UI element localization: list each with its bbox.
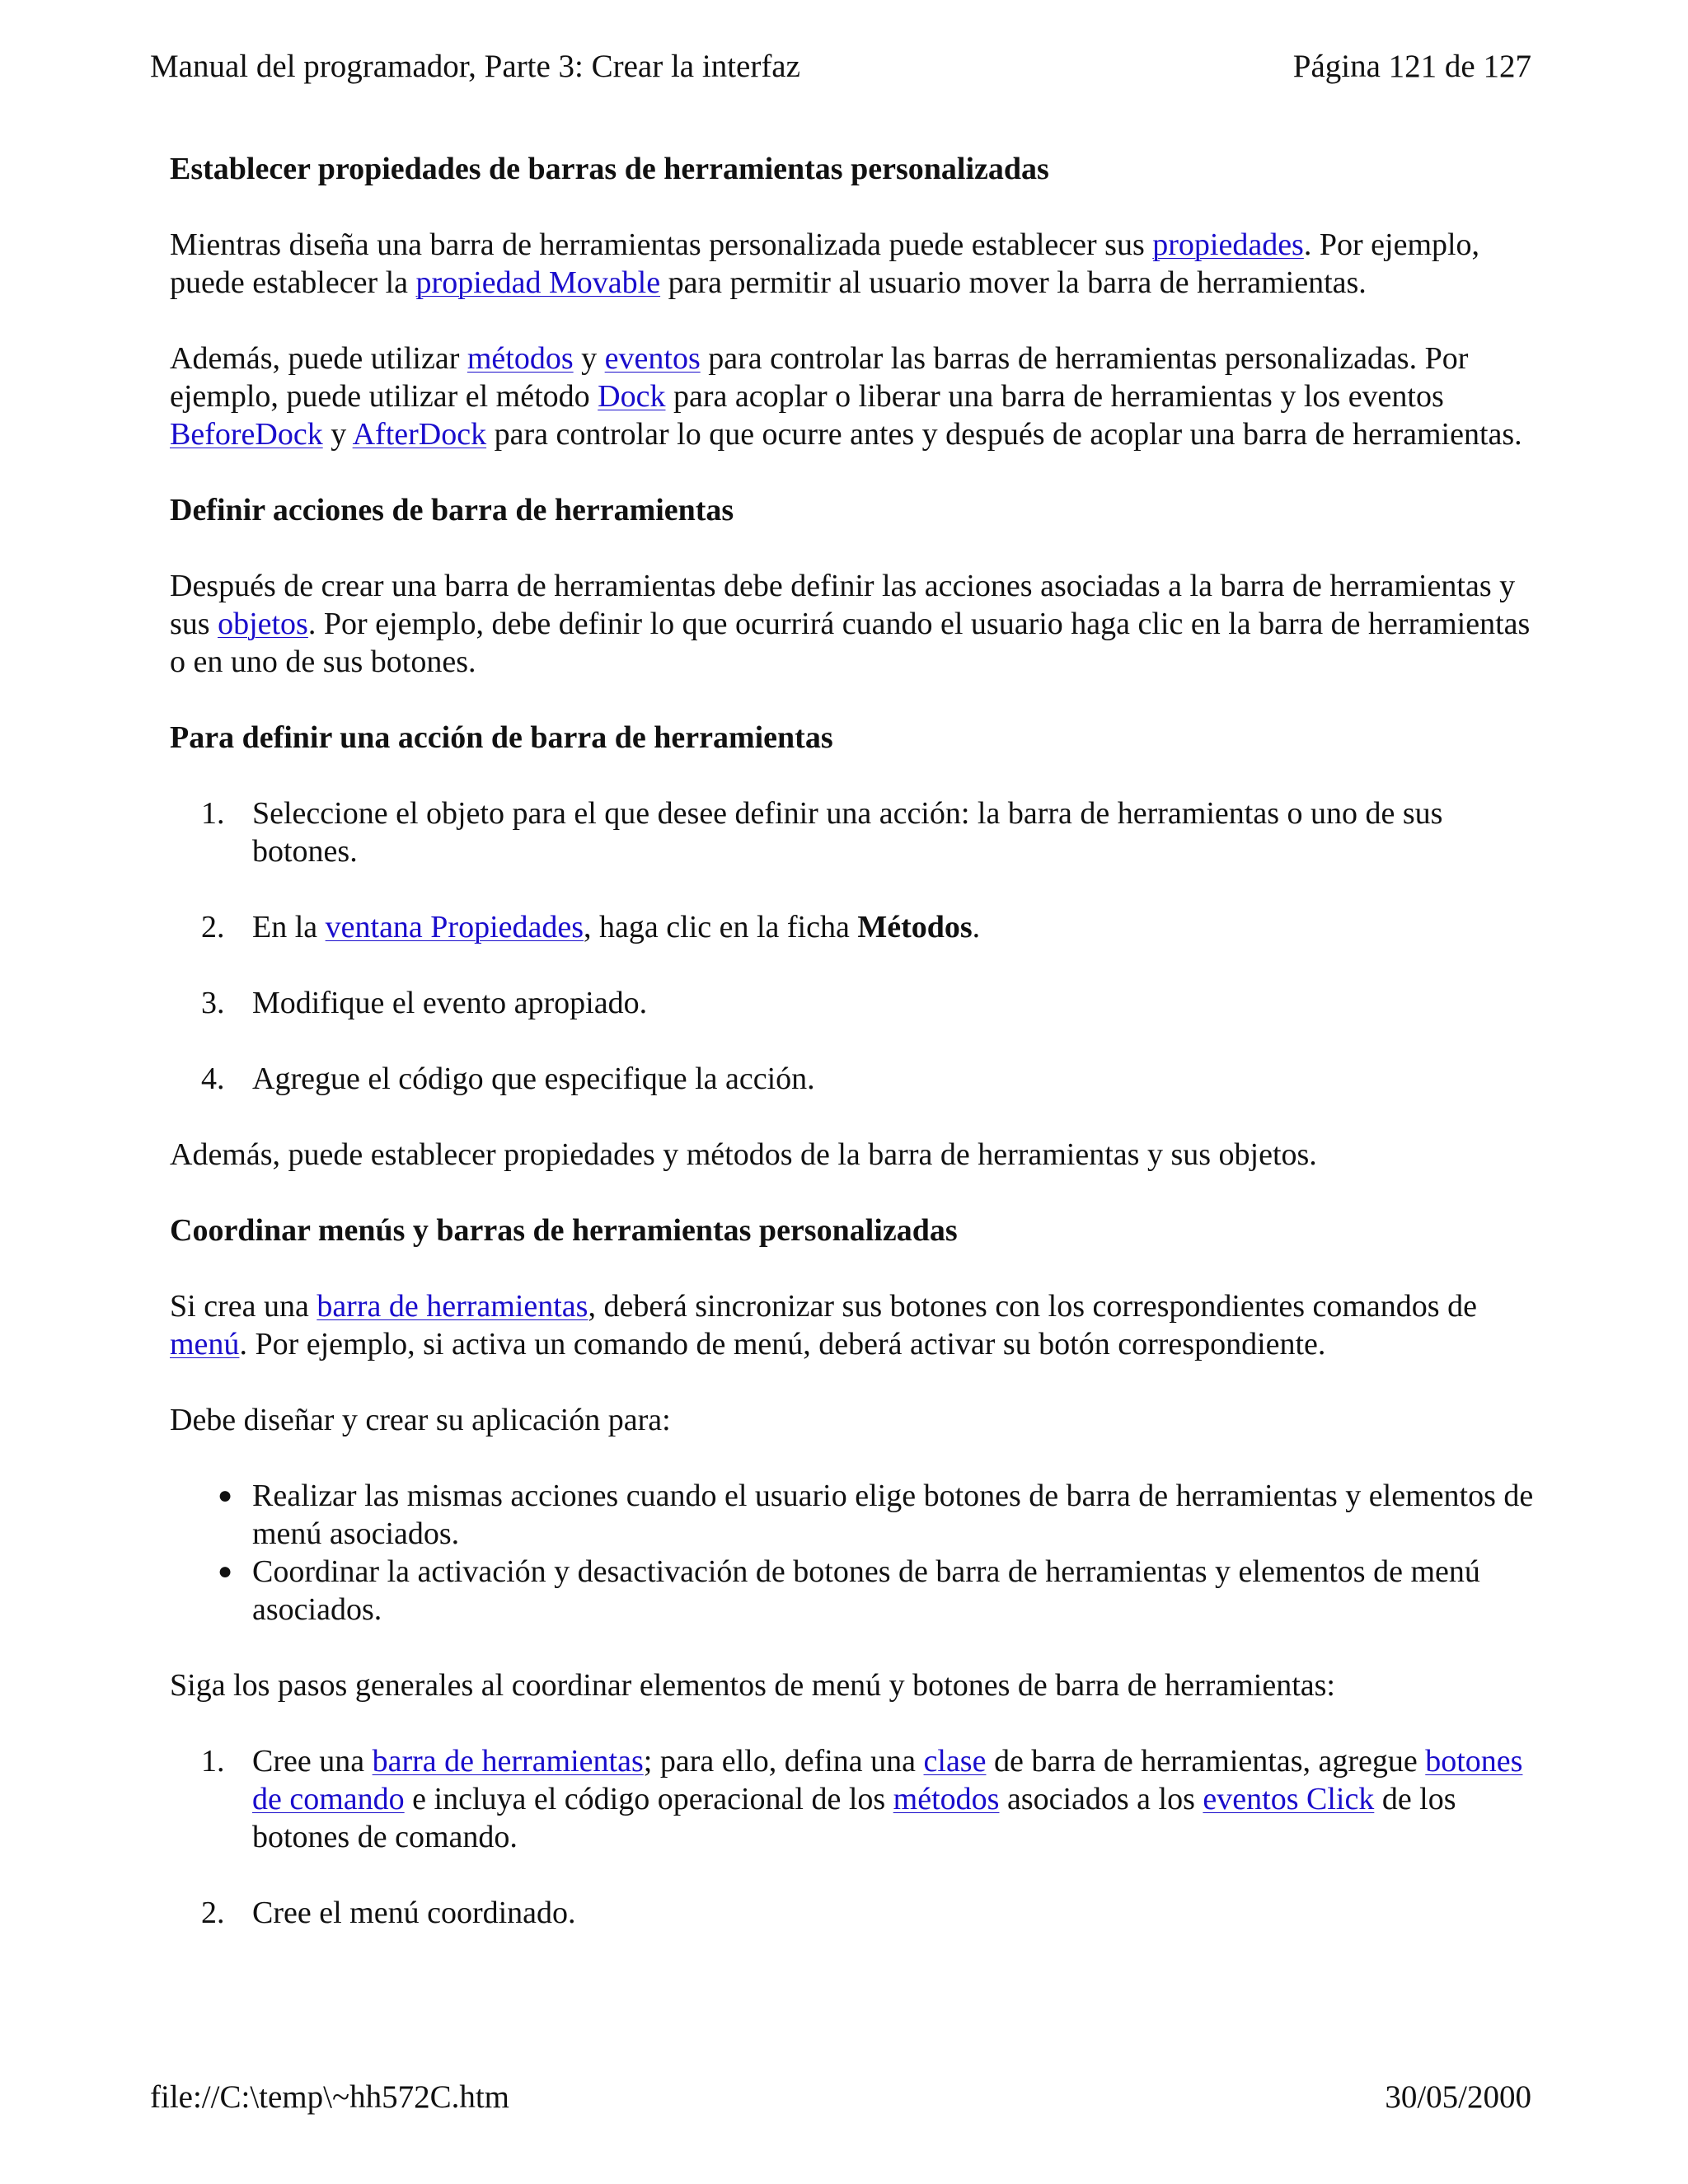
procedure-steps-coordinar [170, 1742, 1538, 1932]
link-botones-de-comando[interactable]: botones de comando [252, 1744, 1523, 1816]
section-heading-coordinar-menus: Coordinar menús y barras de herramientas personalizadas [170, 1213, 958, 1248]
list-item: ● Coordinar la activación y desactivación de botones de barra de herramientas y elementos de menú asociados. [218, 1554, 1480, 1627]
paragraph-disenar-crear: Debe diseñar y crear su aplicación para: [170, 1403, 671, 1437]
page-number: Página 121 de 127 [1292, 49, 1531, 84]
file-path: file://C:\temp\~hh572C.htm [150, 2079, 510, 2115]
paragraph-propiedades: Mientras diseña una barra de herramientas personalizada puede establecer sus propiedades. Por ejemplo, puede establecer la propiedad Movable para permitir al usuario mover la barra de herramientas. [170, 227, 1480, 300]
link-eventos-click[interactable]: eventos Click [1203, 1782, 1375, 1816]
link-menu[interactable]: menú [170, 1327, 240, 1361]
link-metodos-2[interactable]: métodos [893, 1782, 1000, 1816]
link-barra-de-herramientas[interactable]: barra de herramientas [316, 1289, 588, 1324]
paragraph-ademas-propiedades: Además, puede establecer propiedades y métodos de la barra de herramientas y sus objetos. [170, 1137, 1317, 1172]
list-item: 2. En la ventana Propiedades, haga clic en la ficha Métodos. [201, 910, 981, 944]
page-header [150, 48, 1531, 86]
list-item: 2. Cree el menú coordinado. [201, 1896, 576, 1930]
section-heading-establecer-propiedades: Establecer propiedades de barras de herramientas personalizadas [170, 152, 1049, 186]
list-item: ● Realizar las mismas acciones cuando el usuario elige botones de barra de herramientas y elementos de menú asociados. [218, 1479, 1534, 1551]
link-propiedades[interactable]: propiedades [1152, 227, 1304, 262]
print-date: 30/05/2000 [1385, 2079, 1531, 2115]
list-item: 1. Seleccione el objeto para el que desee definir una acción: la barra de herramientas o uno de sus botones. [201, 796, 1443, 869]
link-beforedock[interactable]: BeforeDock [170, 417, 323, 452]
page-footer [150, 2079, 1531, 2116]
document-title: Manual del programador, Parte 3: Crear la interfaz [150, 49, 800, 84]
link-propiedad-movable[interactable]: propiedad Movable [415, 265, 661, 300]
paragraph-metodos-eventos: Además, puede utilizar métodos y eventos para controlar las barras de herramientas personalizadas. Por ejemplo, puede utilizar el método Dock para acoplar o liberar una barra de herramientas y los eventos BeforeDock y AfterDock para controlar lo que ocurre antes y después de acoplar una barra de herramientas. [170, 341, 1522, 452]
link-afterdock[interactable]: AfterDock [352, 417, 487, 452]
link-dock[interactable]: Dock [598, 379, 666, 414]
list-item: 4. Agregue el código que especifique la acción. [201, 1062, 815, 1096]
paragraph-definir-acciones: Después de crear una barra de herramientas debe definir las acciones asociadas a la barra de herramientas y sus objetos. Por ejemplo, debe definir lo que ocurrirá cuando el usuario haga clic en la barra de herramientas o en uno de sus botones. [170, 569, 1531, 679]
section-heading-para-definir-accion: Para definir una acción de barra de herramientas [170, 720, 833, 755]
list-item: 1. Cree una barra de herramientas; para ello, defina una clase de barra de herramientas, agregue botones de comando e incluya el código operacional de los métodos asociados a los eventos Click de los botones de comando. [201, 1744, 1523, 1854]
paragraph-sincronizar: Si crea una barra de herramientas, deberá sincronizar sus botones con los correspondientes comandos de menú. Por ejemplo, si activa un comando de menú, deberá activar su botón correspondiente. [170, 1289, 1477, 1361]
procedure-steps-definir-accion [170, 794, 1538, 1098]
link-clase[interactable]: clase [923, 1744, 987, 1779]
document-body [170, 150, 1538, 1970]
list-item: 3. Modifique el evento apropiado. [201, 986, 648, 1020]
link-metodos[interactable]: métodos [467, 341, 574, 376]
bullet-icon: ● [218, 1558, 233, 1585]
link-objetos[interactable]: objetos [218, 607, 308, 641]
bullet-list-objetivos [170, 1477, 1538, 1629]
bullet-icon: ● [218, 1482, 233, 1509]
link-ventana-propiedades[interactable]: ventana Propiedades [325, 910, 584, 944]
link-eventos[interactable]: eventos [604, 341, 701, 376]
link-barra-de-herramientas-2[interactable]: barra de herramientas [372, 1744, 644, 1779]
paragraph-pasos-generales: Siga los pasos generales al coordinar elementos de menú y botones de barra de herramientas: [170, 1668, 1335, 1703]
section-heading-definir-acciones: Definir acciones de barra de herramientas [170, 493, 734, 527]
bold-metodos: Métodos [857, 910, 973, 944]
